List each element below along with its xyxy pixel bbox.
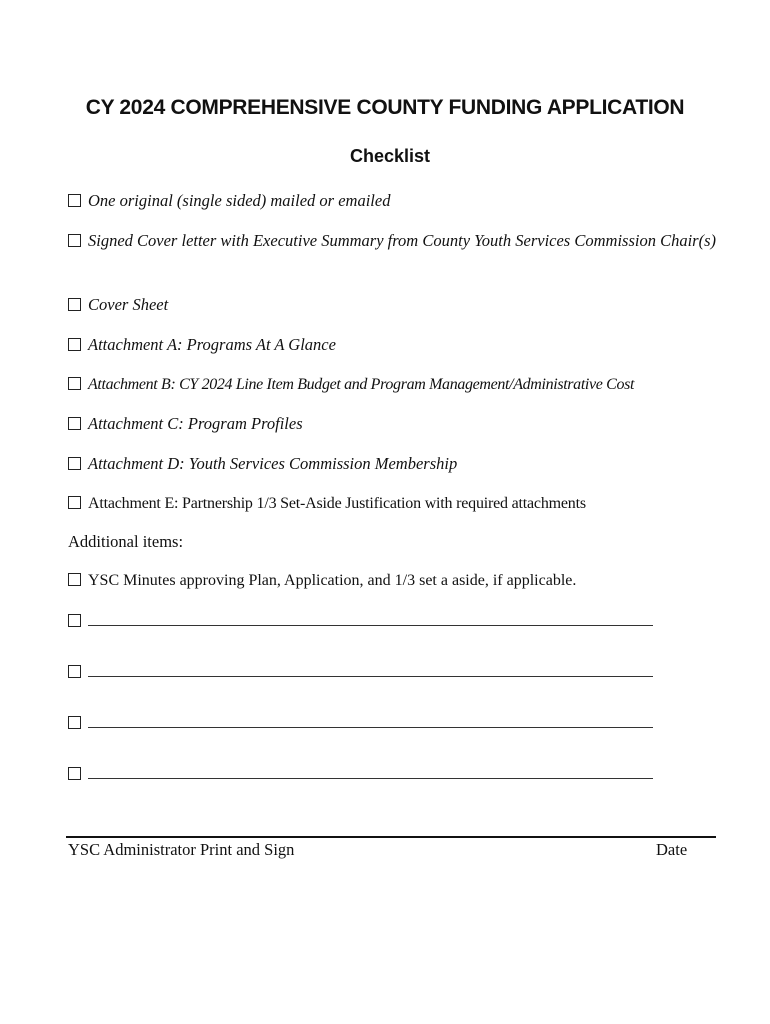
checklist-item-label: YSC Minutes approving Plan, Application, and 1/3 set a aside, if applicable.: [88, 572, 577, 589]
date-label: Date: [656, 840, 688, 859]
checklist-item-label: Attachment C: Program Profiles: [88, 414, 303, 433]
checkbox[interactable]: [68, 573, 81, 586]
checkbox[interactable]: [68, 377, 81, 390]
checklist-item: [68, 188, 716, 213]
checklist-item-label: Cover Sheet: [88, 295, 169, 314]
checklist-item: [68, 332, 716, 357]
page-subtitle: Checklist: [349, 146, 431, 166]
page-title: CY 2024 COMPREHENSIVE COUNTY FUNDING APPLICATION: [85, 96, 685, 119]
additional-items-heading: Additional items:: [68, 532, 184, 551]
checklist-item-label: Attachment A: Programs At A Glance: [88, 335, 336, 354]
checklist-item-label: Signed Cover letter with Executive Summary from County Youth Services Commission Chair(s): [88, 231, 716, 250]
checklist-item: [68, 228, 716, 253]
checklist-item-label: Attachment D: Youth Services Commission Membership: [88, 454, 458, 473]
checkbox[interactable]: [68, 417, 81, 430]
checkbox[interactable]: [68, 234, 81, 247]
blank-entry-line[interactable]: [88, 611, 653, 626]
checklist-item-label: Attachment B: CY 2024 Line Item Budget and Program Management/Administrative Cost: [88, 376, 635, 393]
blank-entry-line[interactable]: [88, 713, 653, 728]
checklist-item: [68, 292, 716, 317]
checkbox[interactable]: [68, 194, 81, 207]
blank-checklist-item: [68, 761, 716, 786]
blank-entry-line[interactable]: [88, 662, 653, 677]
checklist-item: [68, 411, 716, 436]
blank-checklist-item: [68, 659, 716, 684]
checkbox[interactable]: [68, 496, 81, 509]
checklist-item-label: Attachment E: Partnership 1/3 Set-Aside Justification with required attachments: [88, 495, 586, 512]
signature-line[interactable]: [66, 836, 716, 838]
checklist-item: [68, 568, 716, 593]
blank-checklist-item: [68, 710, 716, 735]
checkbox[interactable]: [68, 665, 81, 678]
checkbox[interactable]: [68, 614, 81, 627]
signature-label: YSC Administrator Print and Sign: [68, 840, 295, 859]
checkbox[interactable]: [68, 457, 81, 470]
checkbox[interactable]: [68, 767, 81, 780]
checklist-item: [68, 372, 716, 397]
blank-checklist-item: [68, 608, 716, 633]
checklist-item: [68, 491, 716, 516]
checkbox[interactable]: [68, 716, 81, 729]
checkbox[interactable]: [68, 298, 81, 311]
checkbox[interactable]: [68, 338, 81, 351]
blank-entry-line[interactable]: [88, 764, 653, 779]
checklist-item-label: One original (single sided) mailed or emailed: [88, 191, 391, 210]
checklist-item: [68, 451, 716, 476]
